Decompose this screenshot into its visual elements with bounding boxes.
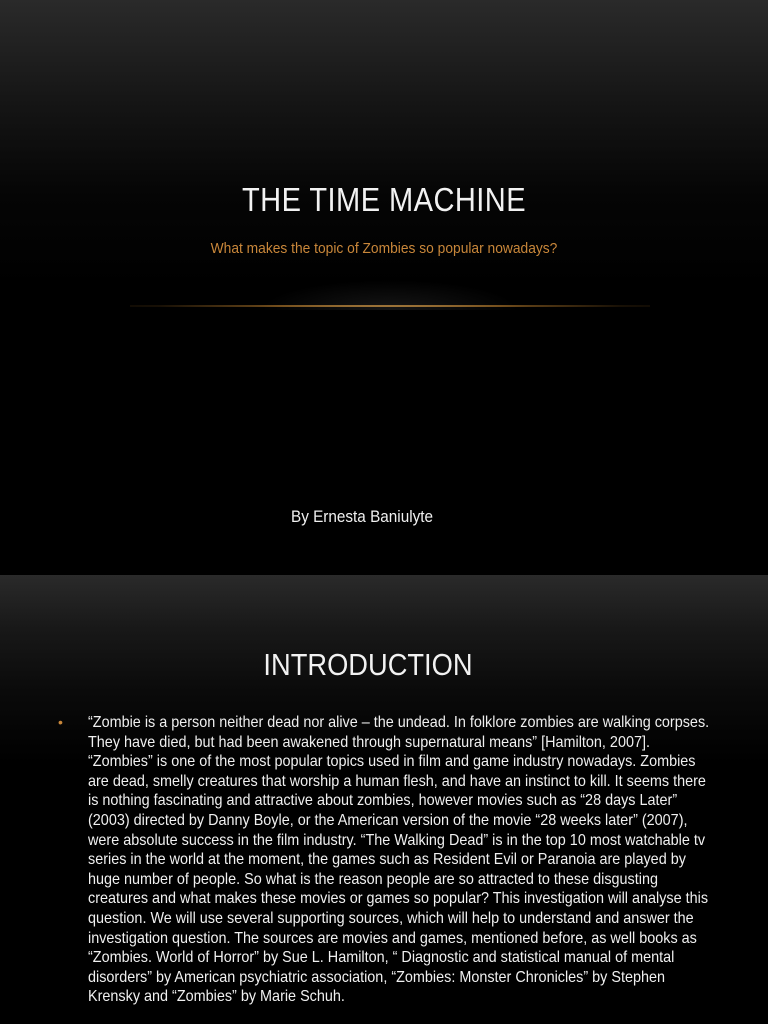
divider-line — [130, 305, 650, 307]
author-byline: By Ernesta Baniulyte — [290, 507, 434, 526]
presentation-title: THE TIME MACHINE — [241, 181, 527, 218]
bullet-list — [56, 713, 716, 1007]
list-item — [56, 713, 716, 1007]
introduction-slide — [0, 575, 768, 1024]
presentation-subtitle: What makes the topic of Zombies so popular nowadays? — [210, 240, 558, 257]
introduction-heading: INTRODUCTION — [263, 647, 473, 682]
bullet-icon: • — [58, 714, 63, 730]
introduction-paragraph: “Zombie is a person neither dead nor alive – the undead. In folklore zombies are walking corpses. They have died, but had been awakened through supernatural means” [Hamilton, 2007]. “Zombies” is one of the most popular topics used in film and game industry nowadays. Zombies are dead, smelly creatures that worship a human flesh, and have an instinct to kill. It seems there is nothing fascinating and attractive about zombies, however movies such as “28 days Later” (2003) directed by Danny Boyle, or the American version of the movie “28 weeks later” (2007), were absolute success in the film industry. “The Walking Dead” is in the top 10 most watchable tv series in the world at the moment, the games such as Resident Evil or Paranoia are played by huge number of people. So what is the reason people are so attracted to these disgusting creatures and what makes these movies or games so popular? This investigation will analyse this question. We will use several supporting sources, which will help to understand and answer the investigation question. The sources are movies and games, mentioned before, as well books as “Zombies. World of Horror” by Sue L. Hamilton, “ Diagnostic and statistical manual of mental disorders” by American psychiatric association, “Zombies: Monster Chronicles” by Stephen Krensky and “Zombies” by Marie Schuh. — [88, 714, 710, 1006]
